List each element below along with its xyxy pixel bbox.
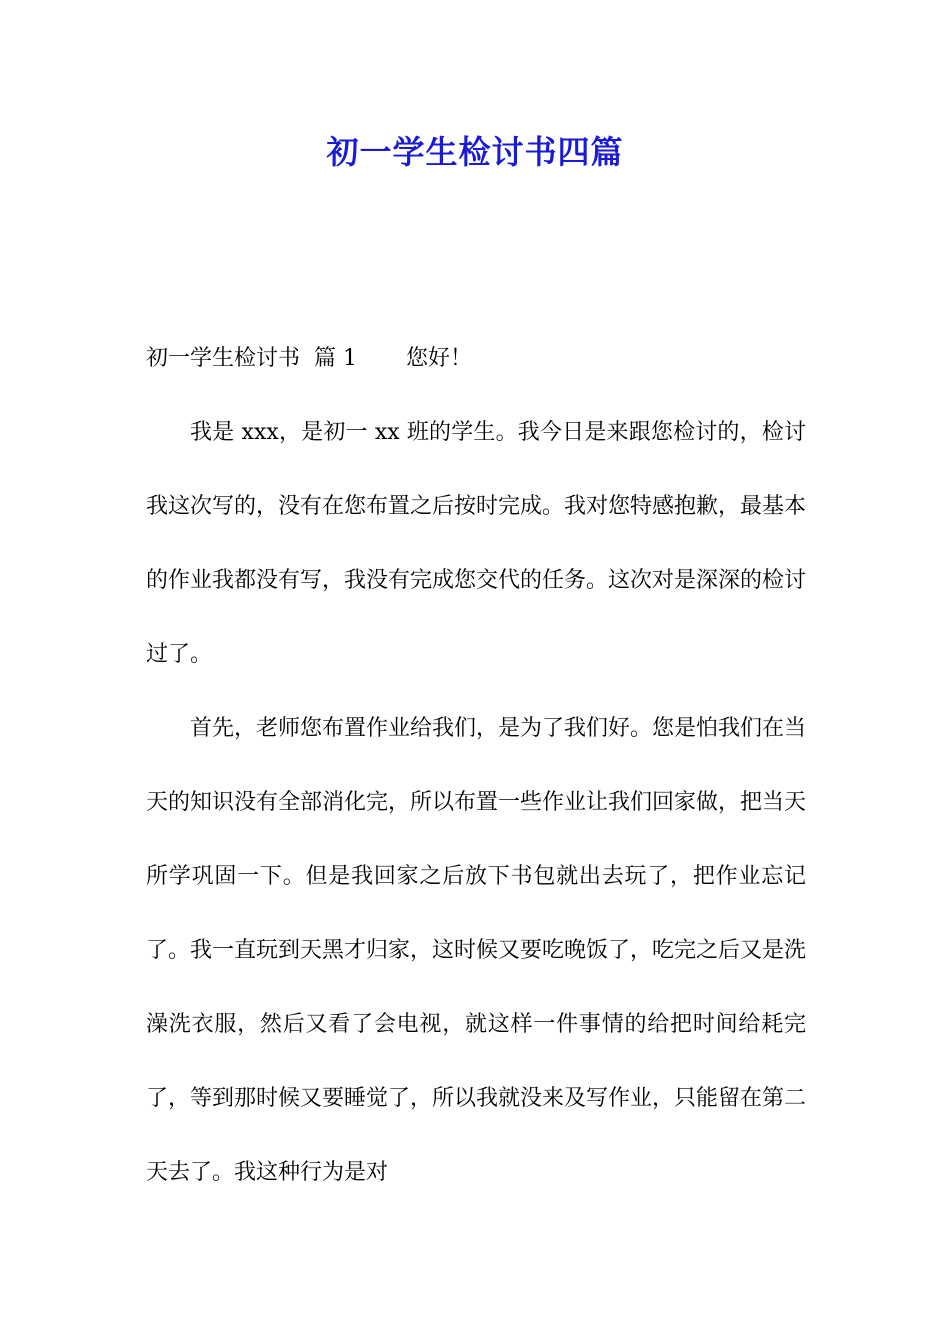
section-heading: 初一学生检讨书 篇 1 — [146, 346, 357, 371]
paragraph-1: 我是 xxx，是初一 xx 班的学生。我今日是来跟您检讨的，检讨我这次写的，没有在您布置之后按时完成。我对您特感抱歉，最基本的作业我都没有写，我没有完成您交代的任务。这次对是深深的检讨过了。 — [146, 420, 807, 667]
greeting: 您好！ — [405, 346, 472, 371]
body-paragraphs — [146, 396, 806, 1210]
paragraph-2: 首先，老师您布置作业给我们，是为了我们好。您是怕我们在当天的知识没有全部消化完，所以布置一些作业让我们回家做，把当天所学巩固一下。但是我回家之后放下书包就出去玩了，把作业忘记了。我一直玩到天黑才归家，这时候又要吃晚饭了，吃完之后又是洗澡洗衣服，然后又看了会电视，就这样一件事情的给把时间给耗完了，等到那时候又要睡觉了，所以我就没来及写作业，只能留在第二天去了。我这种行为是对 — [146, 716, 807, 1185]
section-heading-line — [146, 322, 806, 396]
heading-gap — [357, 346, 406, 371]
document-title: 初一学生检讨书四篇 — [326, 133, 624, 171]
